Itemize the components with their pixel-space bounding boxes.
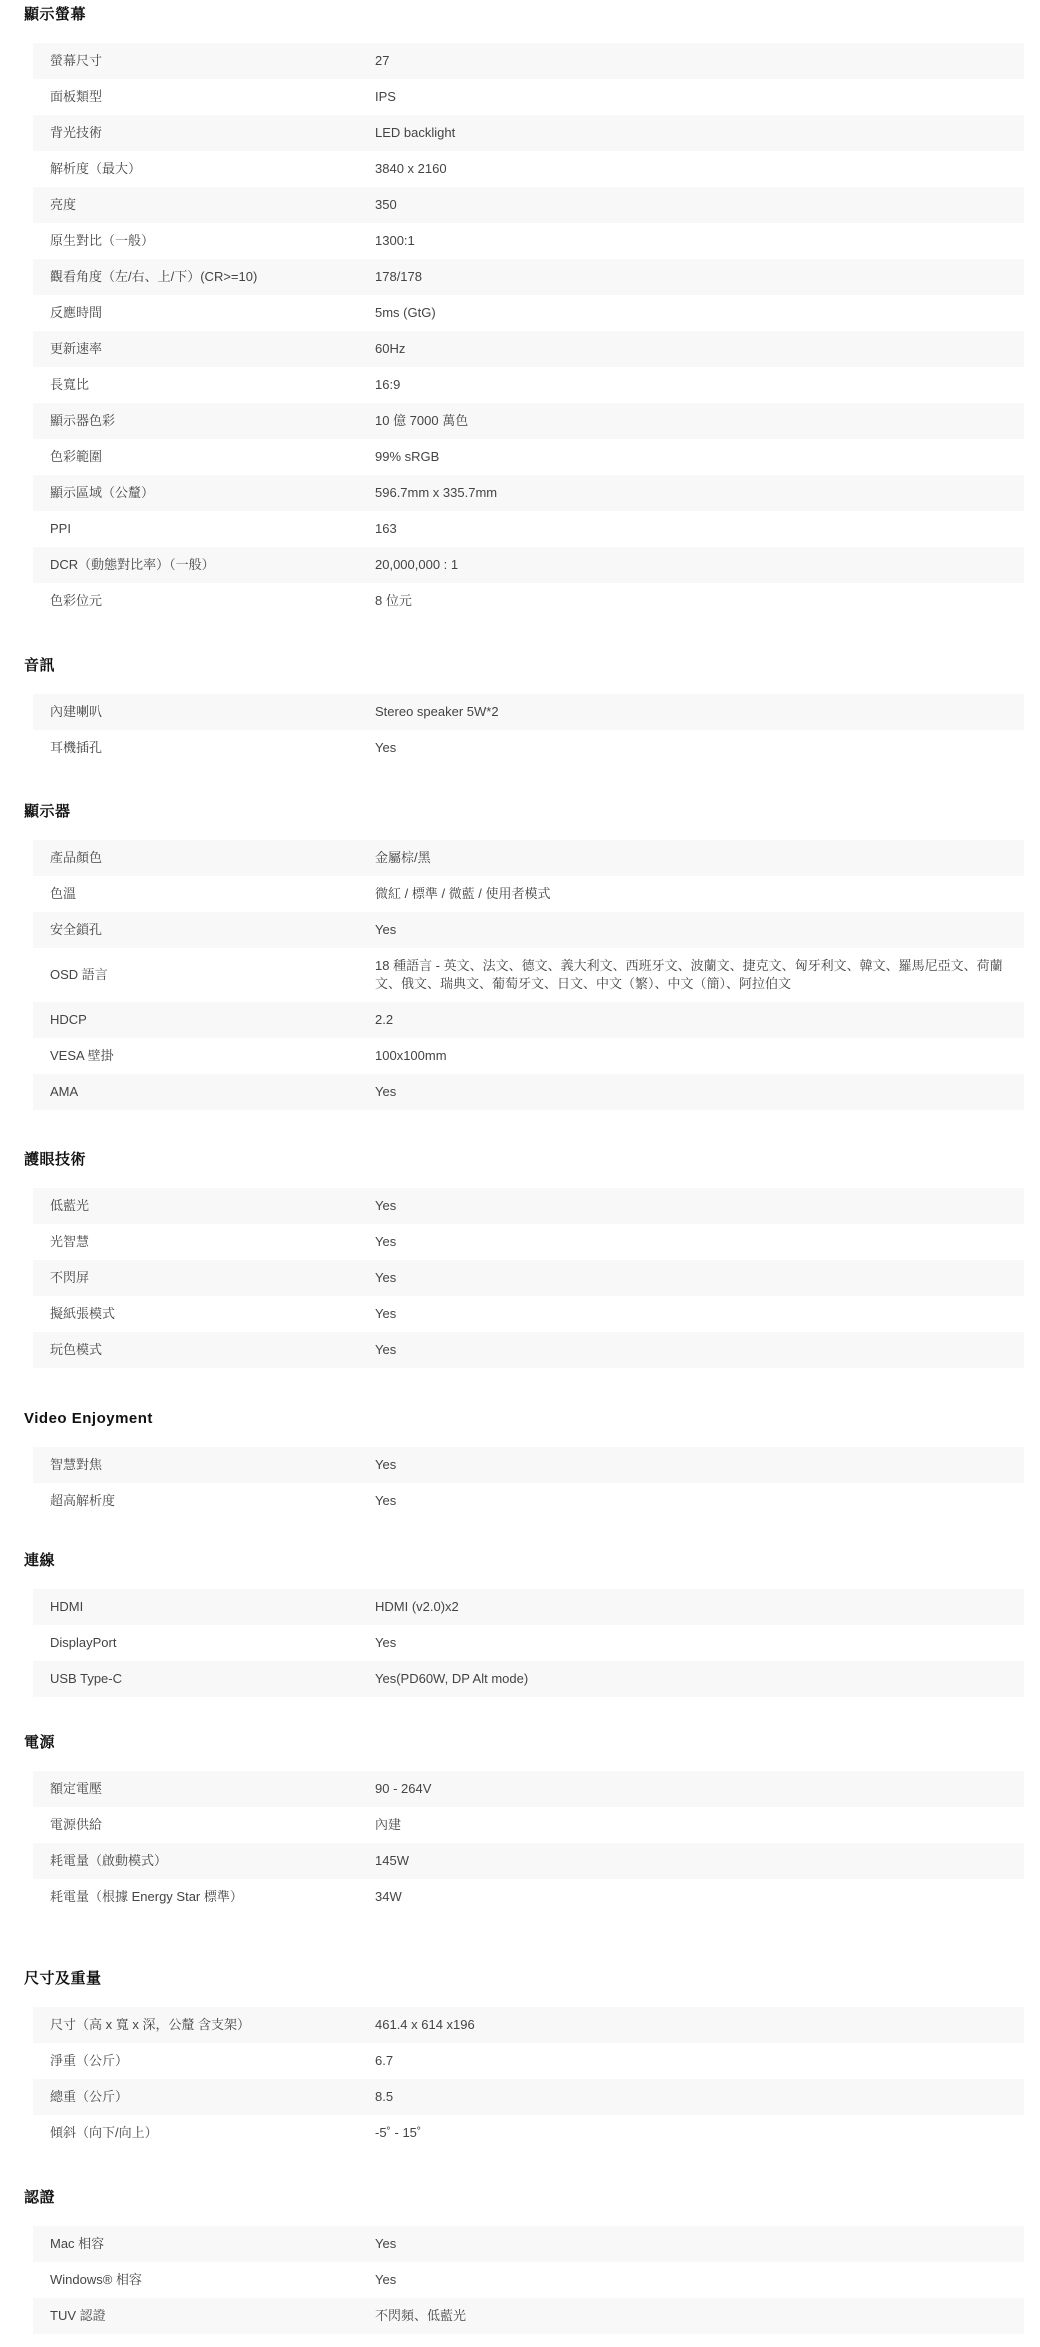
spec-value: 100x100mm [375,1048,447,1063]
spec-value: Yes [375,740,397,755]
spec-row [33,2007,1024,2043]
spec-value: Yes [375,1084,397,1099]
spec-row [33,2043,1024,2079]
section-title: 電源 [24,1734,56,1751]
section-title: Video Enjoyment [24,1410,153,1427]
spec-row [33,475,1024,511]
spec-value: 99% sRGB [375,449,440,464]
spec-label: Mac 相容 [50,2236,105,2251]
spec-value: Yes [375,1342,397,1357]
spec-label: TUV 認證 [50,2308,106,2323]
spec-row [33,115,1024,151]
spec-value: 16:9 [375,377,401,392]
section-title: 顯示器 [24,803,71,820]
spec-label: 亮度 [50,197,77,212]
spec-value: 不閃頻、低藍光 [375,2308,467,2323]
spec-row [33,694,1024,730]
spec-label: HDMI [50,1599,84,1614]
spec-value: 163 [375,521,397,536]
spec-label: 玩色模式 [50,1342,103,1357]
spec-label: 擬紙張模式 [50,1306,116,1321]
spec-value: 145W [375,1853,409,1868]
spec-label: 尺寸（高 x 寬 x 深，公釐 含支架） [50,2017,251,2032]
spec-row [33,1074,1024,1110]
spec-label: 不閃屏 [50,1270,90,1285]
spec-row [33,1224,1024,1260]
spec-label: 面板類型 [50,89,103,104]
spec-row [33,43,1024,79]
spec-row [33,912,1024,948]
spec-row [33,1771,1024,1807]
spec-value: 461.4 x 614 x196 [375,2017,475,2032]
spec-label: 顯示器色彩 [50,413,116,428]
section-title: 連線 [24,1552,56,1569]
spec-row [33,511,1024,547]
spec-value: Yes [375,1306,397,1321]
spec-row [33,1188,1024,1224]
spec-label: 超高解析度 [50,1493,116,1508]
spec-row [33,1807,1024,1843]
spec-row [33,840,1024,876]
spec-value: 60Hz [375,341,406,356]
spec-label: 總重（公斤） [50,2089,129,2104]
spec-label: 背光技術 [50,125,103,140]
spec-value: Yes [375,1198,397,1213]
spec-row [33,2115,1024,2151]
spec-label: 額定電壓 [50,1781,103,1796]
spec-label: 低藍光 [50,1198,90,1213]
spec-label: DCR（動態對比率）（一般） [50,557,215,572]
section-title: 音訊 [24,657,56,674]
spec-row [33,1296,1024,1332]
spec-row [33,1447,1024,1483]
spec-row [33,1260,1024,1296]
spec-row [33,295,1024,331]
spec-value: Yes [375,1270,397,1285]
spec-row [33,403,1024,439]
spec-label: 螢幕尺寸 [50,53,103,68]
spec-label: OSD 語言 [50,967,108,982]
spec-label: PPI [50,521,71,536]
spec-label: 色彩位元 [50,593,103,608]
spec-value: 8.5 [375,2089,394,2104]
spec-label: 更新速率 [50,341,103,356]
spec-row [33,2262,1024,2298]
spec-label: 電源供給 [50,1817,103,1832]
spec-value: 5ms (GtG) [375,305,436,320]
spec-value: 596.7mm x 335.7mm [375,485,498,500]
spec-row [33,2298,1024,2334]
spec-value: 微紅 / 標準 / 微藍 / 使用者模式 [375,886,551,901]
spec-value: 27 [375,53,390,68]
spec-label: USB Type-C [50,1671,123,1686]
spec-value: 10 億 7000 萬色 [375,413,469,428]
spec-row [33,2226,1024,2262]
spec-value: 90 - 264V [375,1781,432,1796]
spec-value: LED backlight [375,125,456,140]
spec-value: 2.2 [375,1012,394,1027]
spec-label: 耳機插孔 [50,740,103,755]
spec-label: 觀看角度（左/右、上/下）(CR>=10) [50,269,258,284]
spec-label: 解析度（最大） [50,161,142,176]
spec-value: 金屬棕/黑 [375,850,431,865]
spec-label: 耗電量（根據 Energy Star 標準） [50,1889,243,1904]
spec-label: 智慧對焦 [50,1457,103,1472]
spec-row [33,439,1024,475]
spec-label: DisplayPort [50,1635,117,1650]
spec-value: Yes [375,1234,397,1249]
spec-value: 1300:1 [375,233,415,248]
spec-row [33,79,1024,115]
spec-label: 反應時間 [50,305,103,320]
spec-value: HDMI (v2.0)x2 [375,1599,459,1614]
spec-value: 178/178 [375,269,422,284]
spec-value: IPS [375,89,396,104]
spec-row [33,1589,1024,1625]
spec-label: 長寬比 [50,377,90,392]
spec-value: 350 [375,197,397,212]
spec-row [33,1879,1024,1915]
spec-row [33,2079,1024,2115]
spec-value: Yes(PD60W, DP Alt mode) [375,1671,529,1686]
spec-row [33,1843,1024,1879]
spec-row [33,547,1024,583]
section-title: 護眼技術 [24,1151,87,1168]
spec-row [33,1483,1024,1519]
spec-value: -5˚ - 15˚ [375,2125,422,2140]
spec-label: HDCP [50,1012,87,1027]
spec-label: 色彩範圍 [50,449,103,464]
spec-row [33,1332,1024,1368]
spec-label: VESA 壁掛 [50,1048,114,1063]
spec-row [33,187,1024,223]
section-title: 尺寸及重量 [24,1970,102,1987]
spec-value: 34W [375,1889,402,1904]
spec-value: Yes [375,1493,397,1508]
spec-label: Windows® 相容 [50,2272,142,2287]
spec-value: Yes [375,1457,397,1472]
spec-label: 耗電量（啟動模式） [50,1853,168,1868]
spec-value: Yes [375,2236,397,2251]
spec-value: Yes [375,1635,397,1650]
spec-label: 內建喇叭 [50,704,103,719]
spec-value: Yes [375,2272,397,2287]
spec-value: 18 種語言 - 英文、法文、德文、義大利文、西班牙文、波蘭文、捷克文、匈牙利文、韓文、羅馬尼亞文、荷蘭文、俄文、瑞典文、葡萄牙文、日文、中文（繁）、中文（簡）、阿拉伯文 [375,958,1003,991]
spec-row [33,367,1024,403]
spec-row [33,948,1024,1002]
spec-label: 產品顏色 [50,850,103,865]
spec-label: 光智慧 [50,1234,90,1249]
spec-row [33,730,1024,766]
spec-value: Stereo speaker 5W*2 [375,704,499,719]
section-title: 認證 [24,2189,56,2206]
spec-row [33,1038,1024,1074]
spec-label: 顯示區域（公釐） [50,485,155,500]
spec-value: 3840 x 2160 [375,161,447,176]
spec-row [33,259,1024,295]
spec-label: 原生對比（一般） [50,233,155,248]
spec-value: 內建 [375,1817,402,1832]
section-title: 顯示螢幕 [24,6,87,23]
spec-value: 8 位元 [375,593,412,608]
spec-row [33,583,1024,619]
spec-row [33,1625,1024,1661]
spec-row [33,151,1024,187]
spec-row [33,1661,1024,1697]
spec-label: 淨重（公斤） [50,2053,129,2068]
spec-row [33,223,1024,259]
spec-label: 安全鎖孔 [50,922,103,937]
spec-value: Yes [375,922,397,937]
spec-label: 傾斜（向下/向上） [50,2125,158,2140]
spec-label: 色溫 [50,886,77,901]
spec-row [33,876,1024,912]
spec-value: 20,000,000 : 1 [375,557,459,572]
spec-value: 6.7 [375,2053,394,2068]
spec-row [33,331,1024,367]
spec-label: AMA [50,1084,79,1099]
spec-row [33,1002,1024,1038]
